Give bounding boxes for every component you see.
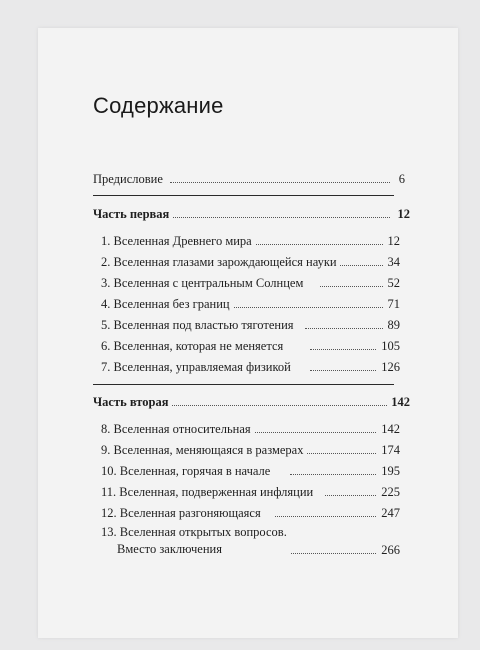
toc-entry-page: 126 <box>377 358 400 376</box>
toc-entry-page: 225 <box>377 483 400 501</box>
toc-chapter <box>0 316 480 334</box>
leader-dots <box>172 405 387 406</box>
toc-chapter <box>0 232 480 250</box>
toc-entry-page: 71 <box>384 295 401 313</box>
toc-entry-label: 10. Вселенная, горячая в начале <box>101 462 273 480</box>
toc-chapter <box>0 524 480 560</box>
toc-chapter <box>0 337 480 355</box>
toc-chapter <box>0 358 480 376</box>
leader-dots <box>305 453 380 454</box>
toc-entry-page: 174 <box>377 441 400 459</box>
toc-entry-label: 4. Вселенная без границ <box>101 295 233 313</box>
toc-entry-page: 195 <box>377 462 400 480</box>
toc-part-label: Часть вторая <box>93 393 171 411</box>
toc-part-2 <box>0 393 480 411</box>
toc-entry-label: 5. Вселенная под властью тяготения <box>101 316 297 334</box>
toc-entry-label: 12. Вселенная разгоняющаяся <box>101 504 264 522</box>
toc-chapter <box>0 462 480 480</box>
toc-chapter <box>0 295 480 313</box>
toc-part-label: Часть первая <box>93 205 172 223</box>
toc-entry-label: 6. Вселенная, которая не меняется <box>101 337 286 355</box>
toc-entry-page: 105 <box>377 337 400 355</box>
leader-dots <box>320 286 385 287</box>
toc-entry-preface <box>0 170 480 188</box>
toc-part-1 <box>0 205 480 223</box>
toc-part-page: 12 <box>394 205 411 223</box>
toc-entry-page: 142 <box>377 420 400 438</box>
leader-dots <box>170 182 390 183</box>
toc-chapter <box>0 420 480 438</box>
leader-dots <box>250 244 385 245</box>
toc-chapter <box>0 441 480 459</box>
toc-entry-label-line1: 13. Вселенная открытых вопросов. <box>101 525 287 539</box>
toc-entry-label: 11. Вселенная, подверженная инфляции <box>101 483 316 501</box>
leader-dots <box>340 265 385 266</box>
divider <box>93 195 394 196</box>
leader-dots <box>255 432 380 433</box>
toc-entry-page: 52 <box>384 274 401 292</box>
toc-chapter <box>0 483 480 501</box>
toc-entry-page: 89 <box>384 316 401 334</box>
leader-dots <box>325 495 380 496</box>
toc-entry-page: 247 <box>377 504 400 522</box>
leader-dots <box>230 307 385 308</box>
toc-entry-label: 1. Вселенная Древнего мира <box>101 232 255 250</box>
toc-entry-label: 8. Вселенная относительная <box>101 420 254 438</box>
toc-entry-label: 9. Вселенная, меняющаяся в размерах <box>101 441 306 459</box>
toc-entry-label: Предисловие <box>93 170 166 188</box>
toc-chapter <box>0 274 480 292</box>
toc-entry-label: 2. Вселенная глазами зарождающейся науки <box>101 253 340 271</box>
toc-part-page: 142 <box>387 393 410 411</box>
leader-dots <box>305 328 385 329</box>
leader-dots <box>170 217 390 218</box>
leader-dots <box>275 516 380 517</box>
toc-entry-label: 7. Вселенная, управляемая физикой <box>101 358 294 376</box>
toc-entry-page: 34 <box>384 253 401 271</box>
toc-entry-page: 12 <box>384 232 401 250</box>
page-title: Содержание <box>93 93 224 118</box>
leader-dots <box>290 474 380 475</box>
toc-chapter <box>0 253 480 271</box>
toc-entry-label: 3. Вселенная с центральным Солнцем <box>101 274 306 292</box>
leader-dots <box>310 349 380 350</box>
toc-entry-label-line2: Вместо заключения <box>117 542 222 556</box>
toc-chapter <box>0 504 480 522</box>
toc-entry-page: 266 <box>377 541 400 559</box>
leader-dots <box>310 370 380 371</box>
divider <box>93 384 394 385</box>
toc-entry-label <box>101 524 290 558</box>
toc-entry-page: 6 <box>395 170 405 188</box>
